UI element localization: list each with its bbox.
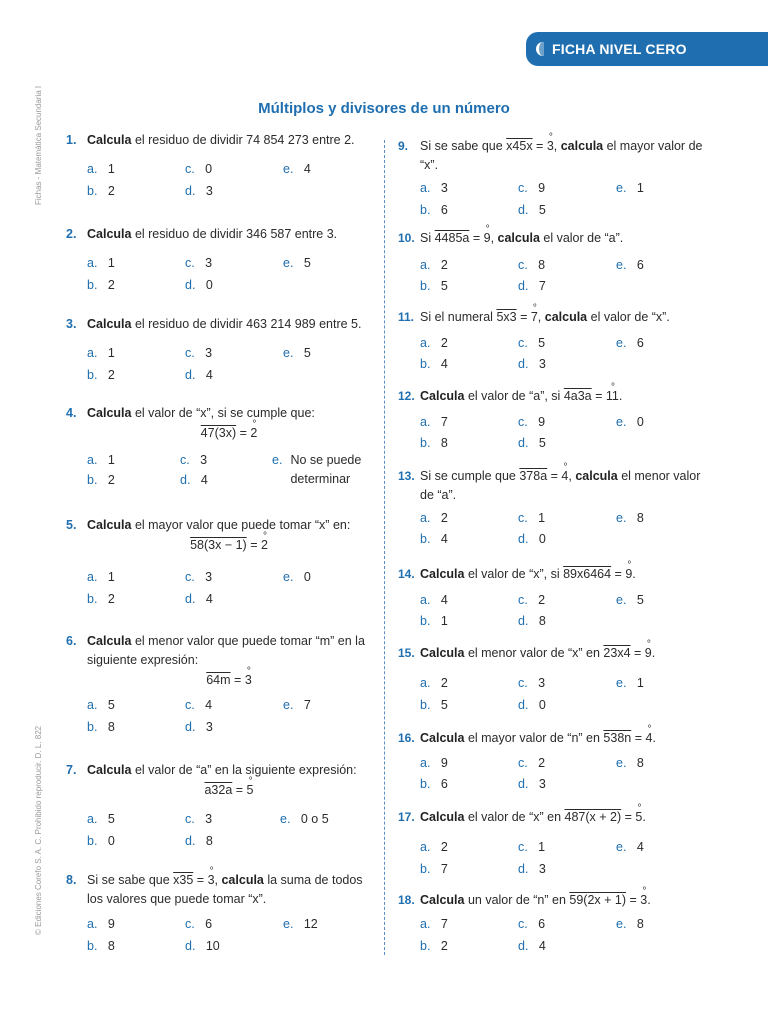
question-number: 6. <box>66 634 77 648</box>
question-verb: Calcula <box>87 763 132 777</box>
question-number: 10. <box>398 231 415 245</box>
question-8: 8. Si se sabe que x35 = ° 3, calcula la suma de todos los valores que puede tomar “x”. a. 9 b. 8 c. 6 d. 10 e. 12 <box>66 871 371 959</box>
question-verb: Calcula <box>87 406 132 420</box>
question-text: el residuo de dividir 463 214 989 entre 5. <box>131 317 362 331</box>
question-15: 15. Calcula el menor valor de “x” en 23x4 = ° 9. a. 2 b. 5 c. 3 d. 0 e. 1 <box>398 644 704 718</box>
option-a: a. 2 <box>420 258 448 272</box>
option-e: e. 0 <box>283 570 311 584</box>
option-c: c. 9 <box>518 181 546 195</box>
question-text: el valor de “x”, si se cumple que: <box>131 406 315 420</box>
option-e: e. 8 <box>616 917 644 931</box>
option-e: e. 5 <box>616 593 644 607</box>
question-13: 13. Si se cumple que 378a = ° 4, calcula el menor valor de “a”. a. 2 b. 4 c. 1 d. 0 e. 8 <box>398 467 704 553</box>
side-caption-bottom: © Ediciones Corefo S. A. C. Prohibido reproducir. D. L. 822 <box>34 725 43 935</box>
question-number: 17. <box>398 810 415 824</box>
question-number: 18. <box>398 893 415 907</box>
option-a: a. 7 <box>420 917 448 931</box>
option-d: d. 3 <box>518 862 546 876</box>
option-a: a. 1 <box>87 570 115 584</box>
badge-label: FICHA NIVEL CERO <box>552 41 687 57</box>
option-b: b. 2 <box>420 939 448 953</box>
option-b: b. 2 <box>87 592 115 606</box>
option-d: d. 0 <box>518 698 546 712</box>
question-expression: 58(3x − 1) = ° 2 <box>66 536 371 555</box>
option-c: c. 1 <box>518 840 546 854</box>
question-verb: Calcula <box>87 518 132 532</box>
option-d: d. 4 <box>185 368 213 382</box>
option-e: e. 0 <box>616 415 644 429</box>
option-b: b. 4 <box>420 357 448 371</box>
option-d: d. 8 <box>518 614 546 628</box>
option-a: a. 2 <box>420 511 448 525</box>
question-verb: Calcula <box>87 634 132 648</box>
option-d: d. 3 <box>518 777 546 791</box>
question-number: 16. <box>398 731 415 745</box>
option-e: e. No se puede determinar <box>272 453 362 486</box>
option-a: a. 1 <box>87 256 115 270</box>
option-d: d. 8 <box>185 834 213 848</box>
page-title: Múltiplos y divisores de un número <box>258 100 510 117</box>
option-e: e. 0 o 5 <box>280 812 329 826</box>
question-18: 18. Calcula un valor de “n” en 59(2x + 1) = ° 3. a. 7 b. 2 c. 6 d. 4 e. 8 <box>398 891 704 959</box>
option-c: c. 4 <box>185 698 213 712</box>
question-verb: Calcula <box>87 133 132 147</box>
option-e: e. 4 <box>616 840 644 854</box>
option-e: e. 8 <box>616 511 644 525</box>
option-e: e. 1 <box>616 676 644 690</box>
question-text: el menor valor que puede tomar “m” en la siguiente expresión: <box>87 634 365 667</box>
option-b: b. 5 <box>420 698 448 712</box>
question-expression: a32a = ° 5 <box>66 781 371 800</box>
option-b: b. 8 <box>420 436 448 450</box>
question-9: 9. Si se sabe que x45x = ° 3, calcula el mayor valor de “x”. a. 3 b. 6 c. 9 d. 5 e. 1 <box>398 137 704 223</box>
option-d: d. 5 <box>518 203 546 217</box>
option-a: a. 2 <box>420 676 448 690</box>
option-d: d. 0 <box>185 278 213 292</box>
option-e: e. 5 <box>283 346 311 360</box>
option-c: c. 6 <box>518 917 546 931</box>
option-d: d. 4 <box>185 592 213 606</box>
question-1 <box>66 131 371 204</box>
question-5 <box>66 516 371 612</box>
option-e: e. 6 <box>616 336 644 350</box>
question-number: 2. <box>66 227 77 241</box>
option-e: e. 6 <box>616 258 644 272</box>
question-number: 1. <box>66 133 77 147</box>
option-b: b. 7 <box>420 862 448 876</box>
option-c: c. 8 <box>518 258 546 272</box>
option-c: c. 3 <box>180 453 208 467</box>
option-d: d. 4 <box>518 939 546 953</box>
question-2 <box>66 225 371 298</box>
question-6 <box>66 632 371 740</box>
option-b: b. 2 <box>87 368 115 382</box>
option-b: b. 6 <box>420 777 448 791</box>
option-c: c. 3 <box>185 346 213 360</box>
question-16: 16. Calcula el mayor valor de “n” en 538n = ° 4. a. 9 b. 6 c. 2 d. 3 e. 8 <box>398 729 704 798</box>
option-b: b. 8 <box>87 720 115 734</box>
question-number: 7. <box>66 763 77 777</box>
question-expression: 64m = ° 3 <box>66 671 371 690</box>
question-17: 17. Calcula el valor de “x” en 487(x + 2) = ° 5. a. 2 b. 7 c. 1 d. 3 e. 4 <box>398 808 704 882</box>
question-number: 14. <box>398 567 415 581</box>
question-12: 12. Calcula el valor de “a”, si 4a3a = ° 11. a. 7 b. 8 c. 9 d. 5 e. 0 <box>398 387 704 457</box>
question-10: 10. Si 4485a = ° 9, calcula el valor de “a”. a. 2 b. 5 c. 8 d. 7 e. 6 <box>398 229 704 300</box>
option-e: e. 5 <box>283 256 311 270</box>
option-e: e. 1 <box>616 181 644 195</box>
option-a: a. 2 <box>420 336 448 350</box>
option-d: d. 10 <box>185 939 220 953</box>
option-a: a. 4 <box>420 593 448 607</box>
question-number: 8. <box>66 873 77 887</box>
option-c: c. 9 <box>518 415 546 429</box>
option-b: b. 0 <box>87 834 115 848</box>
question-14: 14. Calcula el valor de “x”, si 89x6464 = ° 9. a. 4 b. 1 c. 2 d. 8 e. 5 <box>398 565 704 635</box>
option-c: c. 3 <box>185 256 213 270</box>
option-d: d. 5 <box>518 436 546 450</box>
question-verb: Calcula <box>87 227 132 241</box>
question-expression: 47(3x) = ° 2 <box>66 424 371 443</box>
option-b: b. 1 <box>420 614 448 628</box>
option-e: e. 7 <box>283 698 311 712</box>
option-a: a. 1 <box>87 453 115 467</box>
question-number: 9. <box>398 139 409 153</box>
option-d: d. 3 <box>185 184 213 198</box>
option-c: c. 3 <box>185 812 213 826</box>
option-b: b. 2 <box>87 184 115 198</box>
badge-marker-icon <box>536 42 544 56</box>
question-verb: Calcula <box>87 317 132 331</box>
option-a: a. 3 <box>420 181 448 195</box>
question-text: el residuo de dividir 74 854 273 entre 2. <box>131 133 355 147</box>
option-c: c. 3 <box>185 570 213 584</box>
option-a: a. 1 <box>87 162 115 176</box>
option-c: c. 1 <box>518 511 546 525</box>
option-c: c. 2 <box>518 593 546 607</box>
option-b: b. 5 <box>420 279 448 293</box>
option-b: b. 2 <box>87 473 115 487</box>
question-text: el mayor valor que puede tomar “x” en: <box>131 518 351 532</box>
question-number: 12. <box>398 389 415 403</box>
option-e: e. 8 <box>616 756 644 770</box>
question-number: 3. <box>66 317 77 331</box>
question-7 <box>66 761 371 854</box>
option-c: c. 5 <box>518 336 546 350</box>
option-c: c. 2 <box>518 756 546 770</box>
side-caption-top: Fichas - Matemática Secundaria I <box>34 85 43 205</box>
option-b: b. 4 <box>420 532 448 546</box>
option-b: b. 6 <box>420 203 448 217</box>
option-a: a. 9 <box>420 756 448 770</box>
option-a: a. 2 <box>420 840 448 854</box>
column-divider <box>384 140 385 955</box>
question-number: 5. <box>66 518 77 532</box>
option-d: d. 7 <box>518 279 546 293</box>
option-e: e. 4 <box>283 162 311 176</box>
option-c: c. 6 <box>185 917 213 931</box>
question-number: 4. <box>66 406 77 420</box>
question-number: 13. <box>398 469 415 483</box>
question-11: 11. Si el numeral 5x3 = ° 7, calcula el valor de “x”. a. 2 b. 4 c. 5 d. 3 e. 6 <box>398 308 704 378</box>
option-a: a. 5 <box>87 812 115 826</box>
option-a: a. 1 <box>87 346 115 360</box>
option-d: d. 3 <box>518 357 546 371</box>
question-text: el residuo de dividir 346 587 entre 3. <box>131 227 338 241</box>
option-b: b. 2 <box>87 278 115 292</box>
question-3 <box>66 315 371 388</box>
option-d: d. 0 <box>518 532 546 546</box>
option-c: c. 0 <box>185 162 213 176</box>
option-a: a. 9 <box>87 917 115 931</box>
option-d: d. 3 <box>185 720 213 734</box>
option-a: a. 5 <box>87 698 115 712</box>
question-text: el valor de “a” en la siguiente expresión: <box>131 763 357 777</box>
option-c: c. 3 <box>518 676 546 690</box>
option-e: e. 12 <box>283 917 318 931</box>
question-4 <box>66 404 371 495</box>
option-b: b. 8 <box>87 939 115 953</box>
question-number: 15. <box>398 646 415 660</box>
option-a: a. 7 <box>420 415 448 429</box>
option-d: d. 4 <box>180 473 208 487</box>
question-number: 11. <box>398 310 415 324</box>
level-badge <box>526 32 768 66</box>
